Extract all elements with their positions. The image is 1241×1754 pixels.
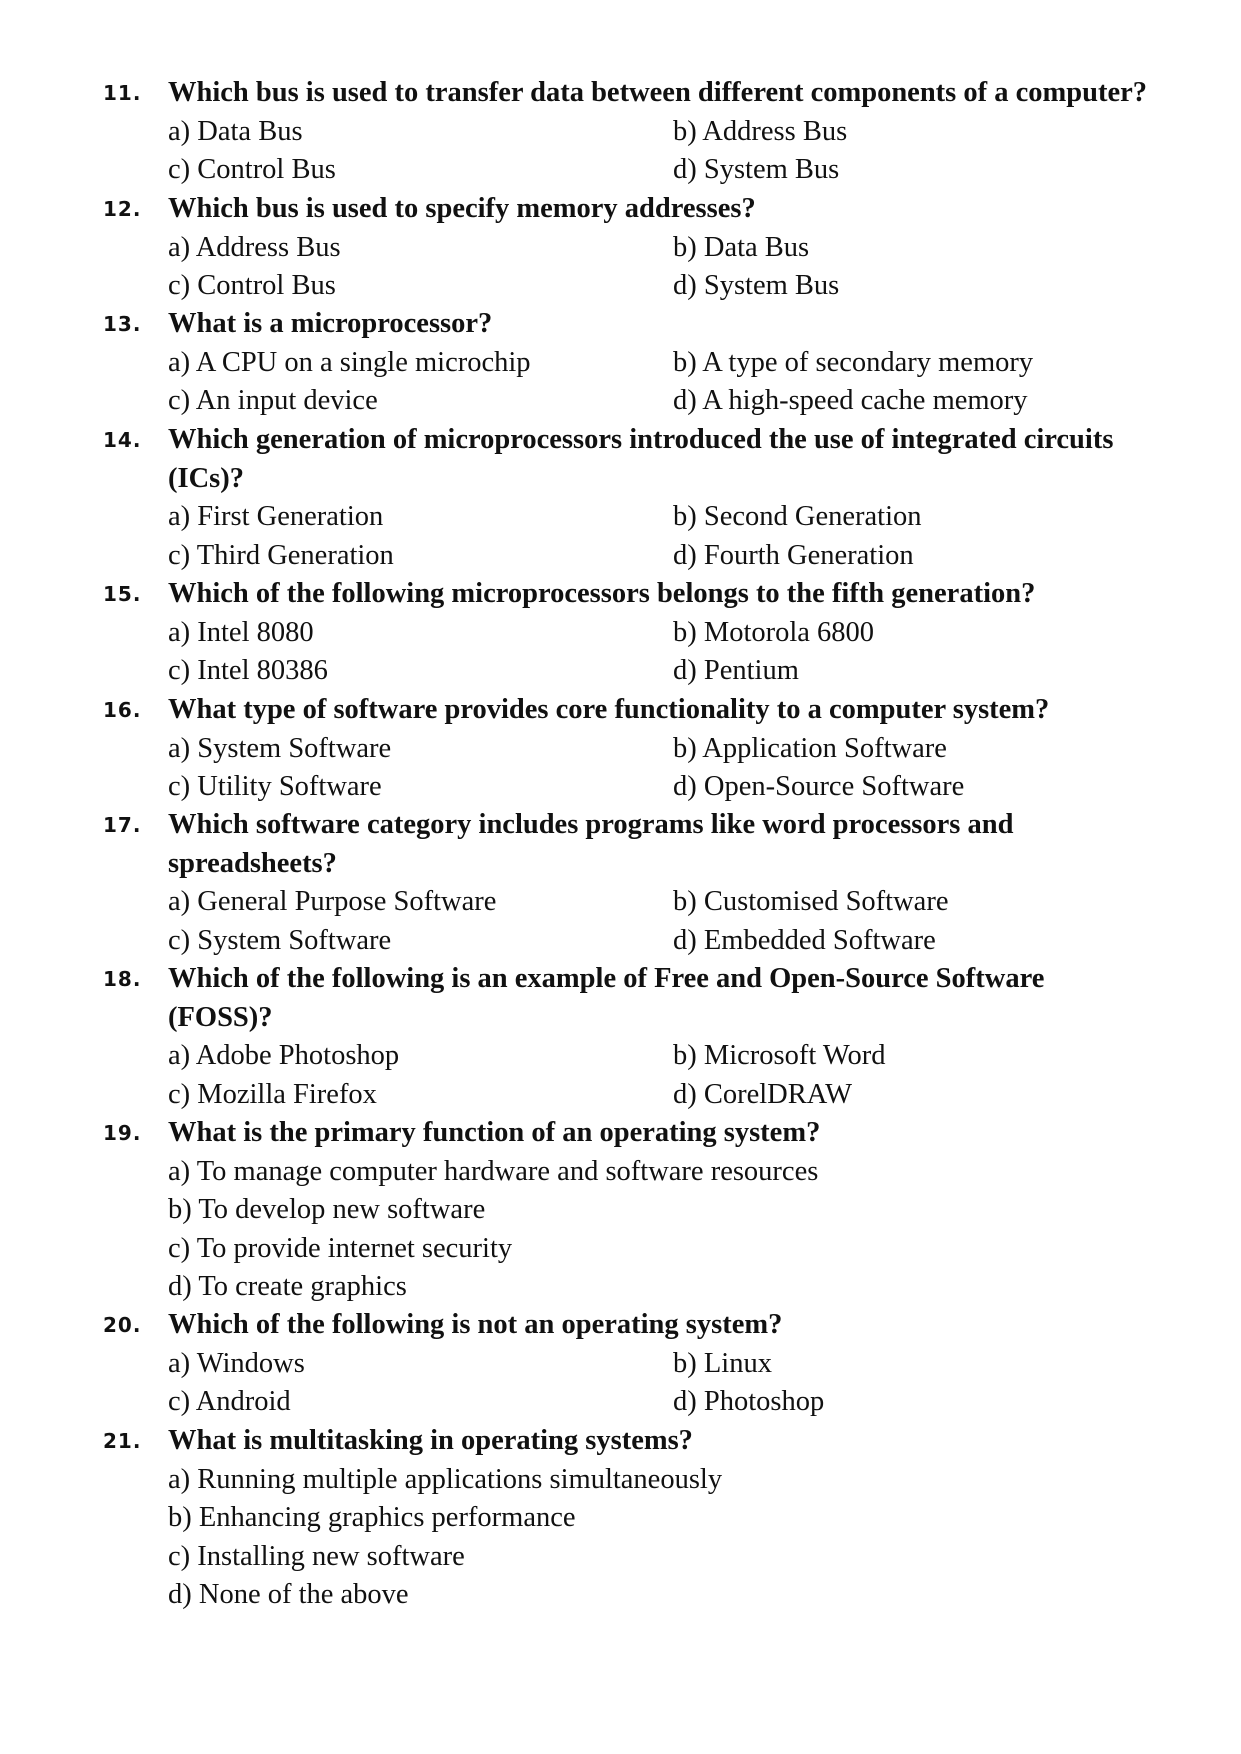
option-c: c) To provide internet security	[168, 1232, 513, 1264]
option-d: d) None of the above	[168, 1579, 409, 1610]
question-text: Which software category includes programs like word processors and spreadsheets?	[168, 809, 1014, 879]
option-c: c) Mozilla Firefox	[168, 1078, 377, 1110]
option-d: d) System Bus	[673, 154, 840, 185]
option-b: b) Linux	[673, 1347, 772, 1379]
option-d: d) A high-speed cache memory	[673, 385, 1028, 416]
option-a: a) Running multiple applications simultaneously	[168, 1463, 723, 1495]
question-text: What is multitasking in operating systems?	[168, 1425, 693, 1456]
option-a: a) System Software	[168, 732, 392, 764]
option-d: d) CorelDRAW	[673, 1078, 852, 1110]
question-text: Which of the following is an example of Free and Open-Source Software (FOSS)?	[168, 963, 1045, 1033]
option-a: a) To manage computer hardware and software resources	[168, 1155, 819, 1187]
option-a: a) General Purpose Software	[168, 886, 497, 917]
option-c: c) Control Bus	[168, 270, 336, 301]
option-c: c) An input device	[168, 385, 378, 416]
question-number: 20.	[103, 1313, 142, 1337]
question-text: Which generation of microprocessors introduced the use of integrated circuits (ICs)?	[168, 424, 1114, 494]
option-b: b) Second Generation	[673, 501, 922, 532]
option-b: b) Motorola 6800	[673, 616, 875, 648]
option-c: c) Third Generation	[168, 539, 394, 571]
question-number: 11.	[103, 81, 142, 105]
option-a: a) Adobe Photoshop	[168, 1040, 400, 1071]
option-b: b) Customised Software	[673, 886, 949, 917]
option-d: d) Photoshop	[673, 1386, 825, 1417]
option-d: d) Embedded Software	[673, 924, 936, 956]
question-number: 21.	[103, 1429, 142, 1453]
question-text: Which of the following is not an operating system?	[168, 1309, 783, 1340]
option-d: d) Pentium	[673, 655, 799, 686]
question-number: 19.	[103, 1121, 142, 1145]
option-a: a) First Generation	[168, 501, 384, 532]
question-text: What is a microprocessor?	[168, 308, 493, 339]
option-c: c) Installing new software	[168, 1540, 465, 1572]
option-a: a) Windows	[168, 1347, 305, 1379]
question-number: 18.	[103, 967, 142, 991]
option-b: b) To develop new software	[168, 1194, 486, 1225]
option-c: c) Android	[168, 1386, 291, 1417]
option-b: b) A type of secondary memory	[673, 346, 1034, 378]
option-d: d) Open-Source Software	[673, 771, 965, 802]
option-b: b) Data Bus	[673, 231, 810, 263]
question-number: 12.	[103, 197, 142, 221]
option-c: c) System Software	[168, 924, 392, 956]
option-c: c) Intel 80386	[168, 655, 328, 686]
option-b: b) Enhancing graphics performance	[168, 1502, 576, 1533]
question-text: Which of the following microprocessors belongs to the fifth generation?	[168, 578, 1036, 609]
question-number: 17.	[103, 813, 142, 837]
option-a: a) Address Bus	[168, 231, 341, 263]
question-text: What is the primary function of an operating system?	[168, 1117, 821, 1148]
question-number: 15.	[103, 582, 142, 606]
question-text: Which bus is used to transfer data between different components of a computer?	[168, 77, 1147, 108]
option-a: a) A CPU on a single microchip	[168, 346, 531, 378]
question-number: 14.	[103, 428, 142, 452]
option-b: b) Application Software	[673, 732, 947, 764]
option-d: d) Fourth Generation	[673, 539, 914, 571]
question-text: What type of software provides core functionality to a computer system?	[168, 694, 1050, 725]
question-text: Which bus is used to specify memory addresses?	[168, 193, 756, 224]
question-number: 16.	[103, 698, 142, 722]
option-c: c) Control Bus	[168, 154, 336, 185]
option-a: a) Data Bus	[168, 115, 303, 147]
question-number: 13.	[103, 312, 142, 336]
option-b: b) Microsoft Word	[673, 1040, 886, 1071]
option-a: a) Intel 8080	[168, 616, 314, 648]
option-c: c) Utility Software	[168, 771, 382, 802]
option-d: d) To create graphics	[168, 1271, 407, 1302]
option-b: b) Address Bus	[673, 115, 848, 147]
option-d: d) System Bus	[673, 270, 840, 301]
